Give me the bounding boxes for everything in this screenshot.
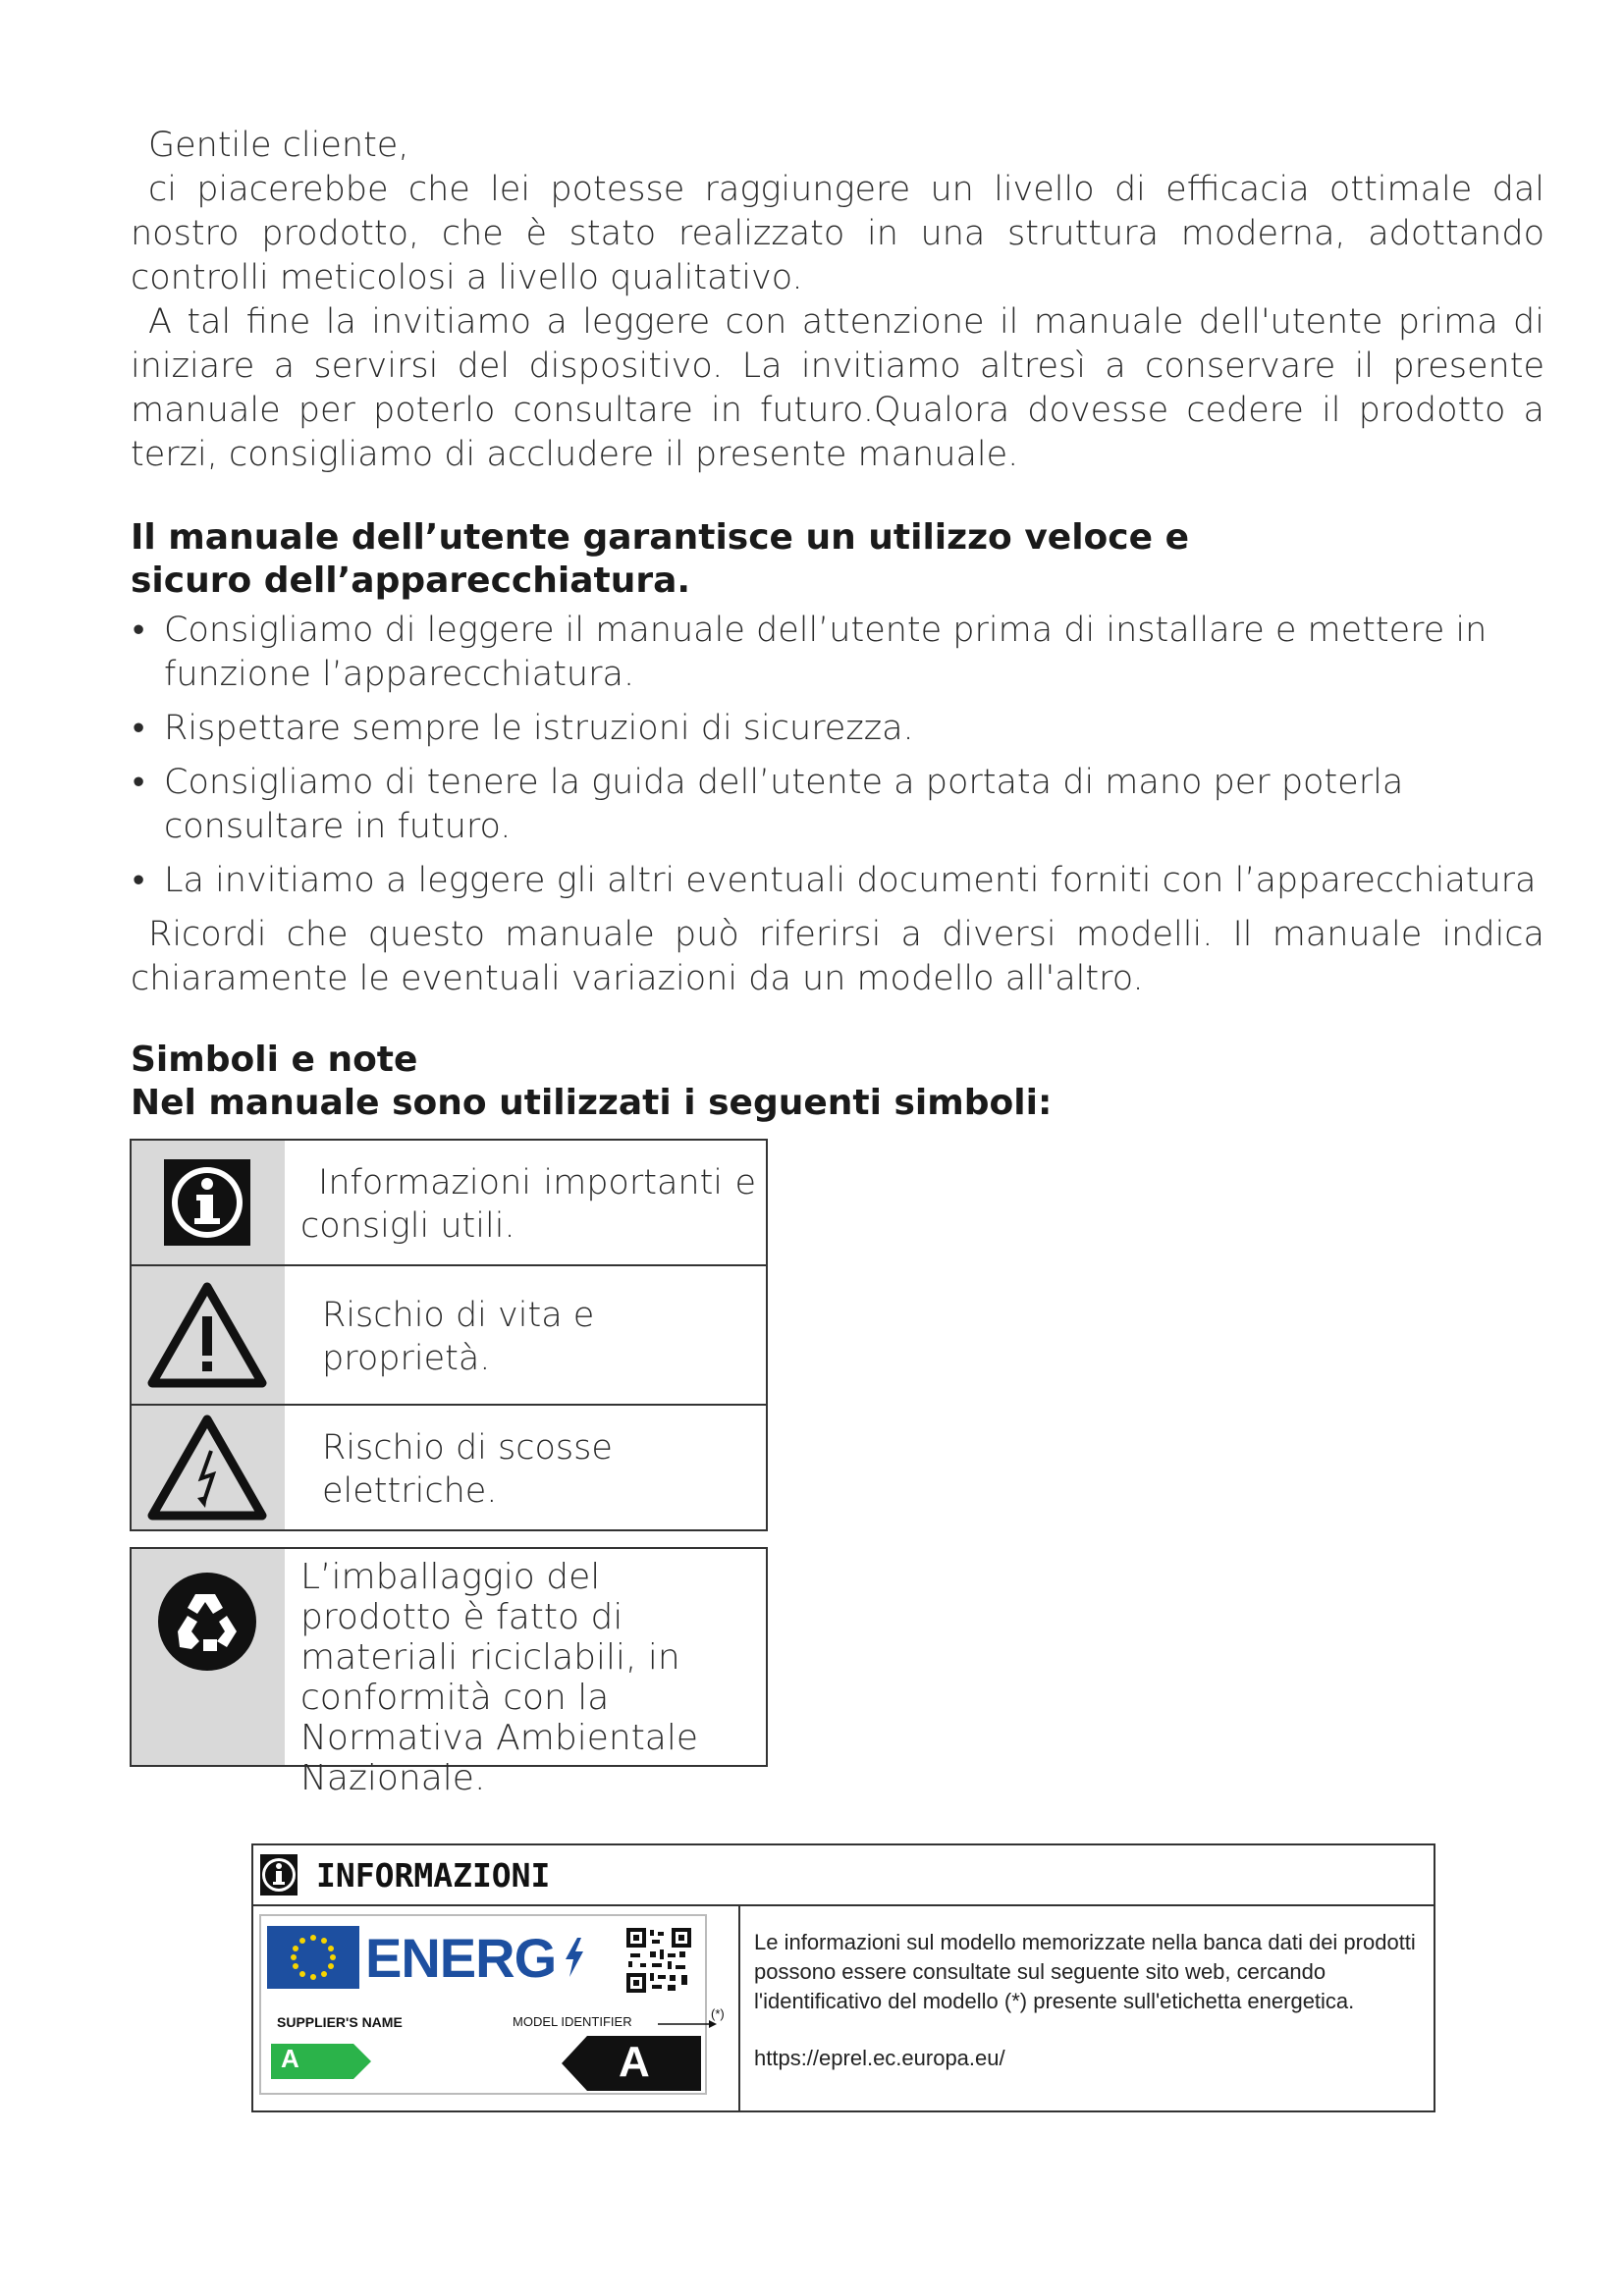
symbols-heading: Simboli e note [131,1040,418,1080]
manual-heading: Il manuale dell’utente garantisce un utilizzo veloce e sicuro dell’apparecchiatura. [131,517,1189,601]
bullet-dot: • [133,611,145,650]
bullet-dot: • [133,709,145,748]
bullet-item: • Rispettare sempre le istruzioni di sicurezza. [131,707,1544,751]
supplier-name-label: SUPPLIER'S NAME [277,2014,403,2030]
info-icon [132,1141,285,1264]
model-star-note: (*) [711,2006,725,2021]
arrow-right-icon [658,2018,717,2030]
models-note: Ricordi che questo manuale può riferirsi a diversi modelli. Il manuale indica chiaramente le eventuali variazioni da un modello all'altro. [131,915,1544,998]
manual-bullet-list [131,609,1544,903]
eprel-link[interactable]: https://eprel.ec.europa.eu/ [754,2046,1005,2070]
energy-label-frame [259,1914,707,2095]
recycle-box [130,1547,768,1798]
info-icon [259,1853,298,1896]
bullet-item: • Consigliamo di tenere la guida dell’utente a portata di mano per poterla consultare in futuro. [133,763,1404,846]
symbol-text-warning: Rischio di vita e proprietà. [322,1296,595,1378]
bullet-dot: • [133,861,145,900]
recycle-icon [132,1549,285,1765]
page-content [131,124,1544,1125]
energy-logo-text: ENERG [365,1927,557,1989]
symbols-subheading: Nel manuale sono utilizzati i seguenti simboli: [131,1083,1053,1123]
qr-code-icon [626,1928,691,1993]
info-body [253,1906,1434,2110]
info-description [740,1906,1434,2110]
bullet-item: • Consigliamo di leggere il manuale dell’utente prima di installare e mettere in funzione l’apparecchiatura. [133,611,1488,694]
intro-paragraph-2: A tal fine la invitiamo a leggere con attenzione il manuale dell'utente prima di iniziare a servirsi del dispositivo. La invitiamo altresì a conservare il presente manuale per poterlo consultare in futuro.Qualora dovesse cedere il prodotto a terzi, consigliamo di accludere il presente manuale. [131,302,1544,474]
warning-icon [132,1266,285,1404]
recycle-text: L’imballaggio del prodotto è fatto di materiali riciclabili, in conformità con la Normativa Ambientale Nazionale. [300,1557,699,1798]
info-header [253,1845,1434,1906]
eu-flag-icon [267,1926,359,1989]
energy-class-small: A [281,2044,299,2073]
bullet-dot: • [133,763,145,802]
symbol-text-electric: Rischio di scosse elettriche. [322,1428,613,1511]
symbol-text-info: Informazioni importanti e consigli utili. [300,1163,756,1246]
energy-label-sample [253,1906,740,2110]
symbol-row-warning [132,1266,766,1406]
model-identifier-label: MODEL IDENTIFIER [513,2014,632,2029]
info-description-text: Le informazioni sul modello memorizzate nella banca dati dei prodotti possono essere consultate sul seguente sito web, cercando l'identificativo del modello (*) presente sull'etichetta energetica. [754,1930,1416,2013]
symbol-row-info [132,1141,766,1266]
electric-shock-icon [132,1406,285,1529]
info-box [251,1843,1435,2112]
bullet-item: • La invitiamo a leggere gli altri eventuali documenti forniti con l’apparecchiatura [131,859,1544,903]
intro-paragraph-1: ci piacerebbe che lei potesse raggiungere un livello di efficacia ottimale dal nostro prodotto, che è stato realizzato in una struttura moderna, adottando controlli meticolosi a livello qualitativo. [131,170,1544,297]
info-title: INFORMAZIONI [316,1855,551,1895]
greeting: Gentile cliente, [148,126,409,165]
symbol-row-electric [132,1406,766,1529]
symbols-table [130,1139,768,1531]
energy-bolt-icon [564,1938,585,1977]
energy-class-big: A [619,2038,650,2086]
